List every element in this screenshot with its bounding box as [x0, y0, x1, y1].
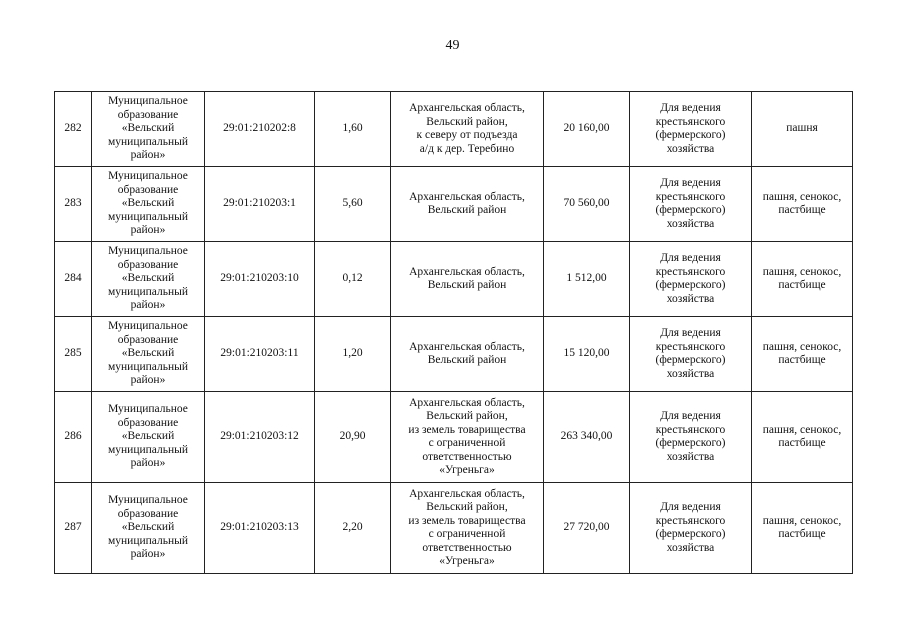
land-use-text: пашня [786, 122, 818, 135]
address-text: Архангельская область, Вельский район [409, 190, 525, 216]
area-cell: 20,90 [315, 392, 391, 483]
purpose-cell [630, 242, 752, 317]
address-cell [391, 317, 544, 392]
owner-text: Муниципальное образование «Вельский муниципальный район» [107, 403, 189, 470]
address-cell [391, 242, 544, 317]
price-cell: 20 160,00 [544, 92, 630, 167]
row-number-cell: 284 [55, 242, 92, 317]
owner-cell [92, 242, 205, 317]
cadastral-number-cell: 29:01:210203:13 [205, 483, 315, 574]
land-use-cell [752, 167, 853, 242]
cadastral-number-cell: 29:01:210203:11 [205, 317, 315, 392]
purpose-text: Для ведения крестьянского (фермерского) хозяйства [655, 252, 726, 305]
row-number-cell: 285 [55, 317, 92, 392]
land-use-cell [752, 92, 853, 167]
owner-text: Муниципальное образование «Вельский муниципальный район» [107, 494, 189, 561]
table-row [55, 317, 853, 392]
owner-cell [92, 483, 205, 574]
purpose-text: Для ведения крестьянского (фермерского) хозяйства [655, 327, 726, 380]
land-use-cell [752, 242, 853, 317]
purpose-cell [630, 392, 752, 483]
owner-text: Муниципальное образование «Вельский муниципальный район» [107, 320, 189, 387]
land-use-text: пашня, сенокос, пастбище [762, 423, 842, 449]
price-cell: 70 560,00 [544, 167, 630, 242]
owner-cell [92, 92, 205, 167]
purpose-text: Для ведения крестьянского (фермерского) хозяйства [655, 410, 726, 463]
purpose-cell [630, 167, 752, 242]
purpose-text: Для ведения крестьянского (фермерского) хозяйства [655, 501, 726, 554]
land-use-cell [752, 483, 853, 574]
owner-cell [92, 167, 205, 242]
area-cell: 2,20 [315, 483, 391, 574]
purpose-text: Для ведения крестьянского (фермерского) хозяйства [655, 102, 726, 155]
area-cell: 0,12 [315, 242, 391, 317]
address-text: Архангельская область, Вельский район, из земель товарищества с ограниченной ответственностью «Угреньга» [408, 396, 526, 476]
cadastral-number-cell: 29:01:210203:10 [205, 242, 315, 317]
purpose-cell [630, 483, 752, 574]
row-number-cell: 283 [55, 167, 92, 242]
owner-text: Муниципальное образование «Вельский муниципальный район» [107, 245, 189, 312]
area-cell: 1,20 [315, 317, 391, 392]
purpose-text: Для ведения крестьянского (фермерского) хозяйства [655, 177, 726, 230]
row-number-cell: 286 [55, 392, 92, 483]
price-cell: 27 720,00 [544, 483, 630, 574]
land-use-cell [752, 392, 853, 483]
owner-cell [92, 392, 205, 483]
area-cell: 5,60 [315, 167, 391, 242]
table-row [55, 392, 853, 483]
purpose-cell [630, 92, 752, 167]
owner-text: Муниципальное образование «Вельский муниципальный район» [107, 95, 189, 162]
land-use-text: пашня, сенокос, пастбище [762, 340, 842, 366]
cadastral-number-cell: 29:01:210202:8 [205, 92, 315, 167]
cadastral-number-cell: 29:01:210203:12 [205, 392, 315, 483]
address-cell [391, 483, 544, 574]
land-use-cell [752, 317, 853, 392]
land-plots-table [54, 91, 853, 574]
price-cell: 1 512,00 [544, 242, 630, 317]
land-use-text: пашня, сенокос, пастбище [762, 265, 842, 291]
table-row [55, 242, 853, 317]
address-text: Архангельская область, Вельский район [409, 265, 525, 291]
row-number-cell: 287 [55, 483, 92, 574]
address-cell [391, 92, 544, 167]
address-text: Архангельская область, Вельский район [409, 340, 525, 366]
cadastral-number-cell: 29:01:210203:1 [205, 167, 315, 242]
address-cell [391, 167, 544, 242]
table-row [55, 92, 853, 167]
row-number-cell: 282 [55, 92, 92, 167]
page-number: 49 [445, 38, 460, 53]
address-text: Архангельская область, Вельский район, к северу от подъезда а/д к дер. Теребино [409, 102, 525, 155]
price-cell: 263 340,00 [544, 392, 630, 483]
address-text: Архангельская область, Вельский район, из земель товарищества с ограниченной ответственностью «Угреньга» [408, 487, 526, 567]
land-use-text: пашня, сенокос, пастбище [762, 190, 842, 216]
purpose-cell [630, 317, 752, 392]
owner-cell [92, 317, 205, 392]
owner-text: Муниципальное образование «Вельский муниципальный район» [107, 170, 189, 237]
table-row [55, 483, 853, 574]
area-cell: 1,60 [315, 92, 391, 167]
price-cell: 15 120,00 [544, 317, 630, 392]
land-use-text: пашня, сенокос, пастбище [762, 514, 842, 540]
table-row [55, 167, 853, 242]
address-cell [391, 392, 544, 483]
